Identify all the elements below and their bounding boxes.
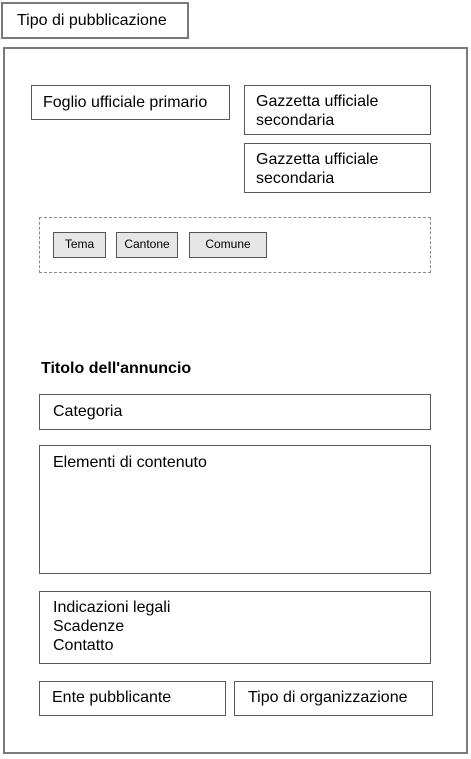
category-box xyxy=(39,394,431,430)
category-label: Categoria xyxy=(53,403,123,420)
publisher-box xyxy=(39,681,226,716)
legal-info-label: Indicazioni legali Scadenze Contatto xyxy=(53,599,171,654)
content-elements-box xyxy=(39,445,431,574)
announcement-title: Titolo dell'annuncio xyxy=(41,360,192,377)
filter-chip-cantone[interactable]: Cantone xyxy=(116,232,178,258)
secondary-gazette-box-2 xyxy=(244,143,431,193)
organization-type-box xyxy=(234,681,433,716)
legal-info-box xyxy=(39,591,431,664)
secondary-gazette-label-2: Gazzetta ufficiale secondaria xyxy=(256,151,379,187)
content-elements-label: Elementi di contenuto xyxy=(53,454,207,471)
filter-chip-comune[interactable]: Comune xyxy=(189,232,267,258)
publication-type-tab xyxy=(1,2,189,39)
secondary-gazette-box-1 xyxy=(244,85,431,135)
organization-type-label: Tipo di organizzazione xyxy=(248,689,408,706)
primary-gazette-label: Foglio ufficiale primario xyxy=(43,94,208,111)
filter-chip-tema[interactable]: Tema xyxy=(53,232,106,258)
publication-type-label: Tipo di pubblicazione xyxy=(17,12,167,29)
secondary-gazette-label-1: Gazzetta ufficiale secondaria xyxy=(256,93,379,129)
primary-gazette-box xyxy=(31,85,230,120)
publisher-label: Ente pubblicante xyxy=(52,689,172,706)
